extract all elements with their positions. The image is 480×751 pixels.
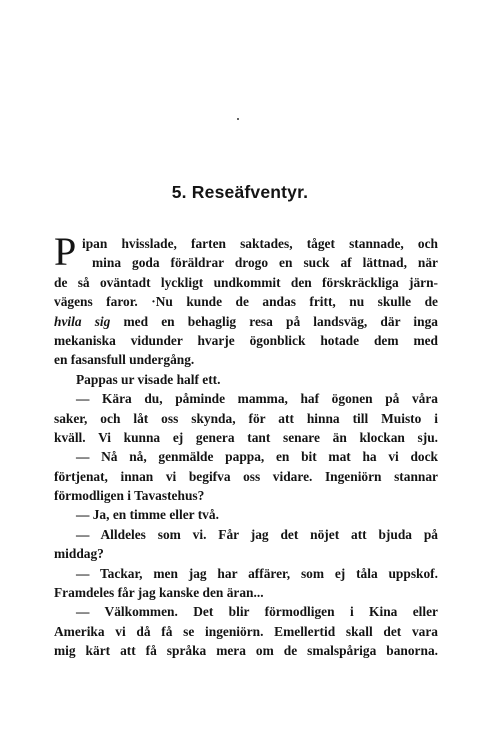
text-line (54, 312, 438, 331)
text-line: — Välkommen. Det blir förmodligen i Kina eller (76, 604, 438, 620)
page-mark (237, 118, 239, 120)
text-line: mekaniska vidunder hvarje ögonblick hotade dem med (54, 332, 438, 348)
text-line: Framdeles får jag kanske den äran... (54, 585, 264, 601)
text-line: Amerika vi då få se ingeniörn. Emellertid skall det vara (54, 623, 438, 639)
line-text: med en behaglig resa på landsväg, där inga (110, 313, 438, 329)
paragraph (54, 602, 438, 660)
text-line: — Nå nå, genmälde pappa, en bit mat ha vi dock (76, 449, 438, 465)
paragraph (54, 229, 438, 370)
text-line: mina goda föräldrar drogo en suck af lättnad, när (92, 255, 438, 271)
body-text (54, 229, 438, 661)
paragraph (54, 505, 438, 524)
text-line: Pappas ur visade half ett. (76, 371, 221, 387)
paragraph (54, 564, 438, 603)
paragraph (54, 370, 438, 389)
text-line: — Ja, en timme eller två. (76, 507, 219, 523)
paragraph (54, 447, 438, 505)
paragraph (54, 389, 438, 447)
text-line: kväll. Vi kunna ej genera tant senare än klockan sju. (54, 429, 438, 445)
text-line: förtjenat, innan vi begifva oss vidare. Ingeniörn stannar (54, 468, 438, 484)
text-line: — Kära du, påminde mamma, haf ögonen på våra (76, 391, 438, 407)
text-line: vägens faror. ·Nu kunde de andas fritt, nu skulle de (54, 294, 438, 310)
text-line: de så oväntadt lyckligt undkommit den förskräckliga järn- (54, 274, 438, 290)
text-line: saker, och låt oss skynda, för att hinna till Muisto i (54, 410, 438, 426)
text-line: en fasansfull undergång. (54, 352, 195, 368)
text-line: mig kärt att få språka mera om de smalspåriga banorna. (54, 643, 438, 659)
paragraph (54, 525, 438, 564)
text-line: middag? (54, 546, 104, 562)
chapter-title: 5. Reseäfventyr. (171, 182, 309, 202)
text-line: — Alldeles som vi. Får jag det nöjet att bjuda på (76, 526, 438, 542)
italic-text: hvila sig (54, 313, 111, 329)
line-text: ipan hvisslade, farten saktades, tåget stannade, och (82, 236, 438, 251)
drop-cap: P (54, 229, 77, 274)
text-line: förmodligen i Tavastehus? (54, 488, 205, 504)
text-line: — Tackar, men jag har affärer, som ej tåla uppskof. (76, 565, 438, 581)
